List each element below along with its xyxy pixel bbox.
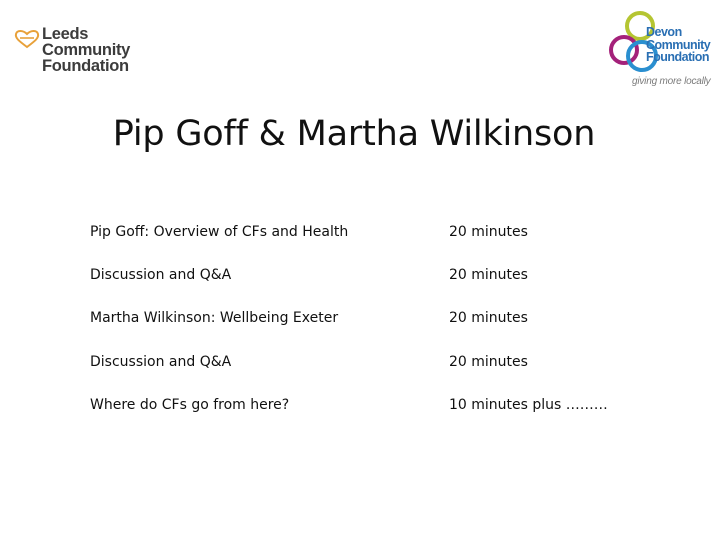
heart-icon [14, 29, 40, 49]
devon-logo-line: Community [646, 37, 711, 52]
agenda-list [90, 224, 650, 440]
agenda-item: Pip Goff: Overview of CFs and Health [90, 224, 349, 240]
leeds-logo-line: Community [42, 41, 131, 59]
leeds-logo-line: Foundation [42, 57, 129, 75]
agenda-item: Where do CFs go from here? [90, 396, 290, 413]
agenda-item: Martha Wilkinson: Wellbeing Exeter [90, 310, 339, 327]
leeds-community-foundation-logo [14, 26, 144, 78]
agenda-row [90, 354, 650, 397]
devon-logo-tagline: giving more locally [632, 76, 711, 87]
agenda-row [90, 224, 650, 267]
leeds-logo-text [42, 26, 130, 74]
agenda-row [90, 397, 650, 440]
devon-logo-text [646, 26, 710, 64]
agenda-item: Discussion and Q&A [90, 267, 232, 284]
devon-logo-line: Foundation [646, 50, 710, 64]
agenda-duration: 20 minutes [449, 267, 528, 284]
devon-community-foundation-logo [606, 6, 714, 90]
devon-logo-line: Devon [646, 25, 682, 39]
agenda-duration: 10 minutes plus ……… [449, 396, 608, 413]
agenda-duration: 20 minutes [449, 310, 528, 327]
agenda-row [90, 267, 650, 310]
agenda-item: Discussion and Q&A [90, 353, 232, 370]
agenda-duration: 20 minutes [449, 224, 528, 240]
agenda-row [90, 310, 650, 353]
slide-title: Pip Goff & Martha Wilkinson [112, 114, 596, 154]
leeds-logo-line: Leeds [42, 25, 89, 43]
agenda-duration: 20 minutes [449, 353, 528, 370]
